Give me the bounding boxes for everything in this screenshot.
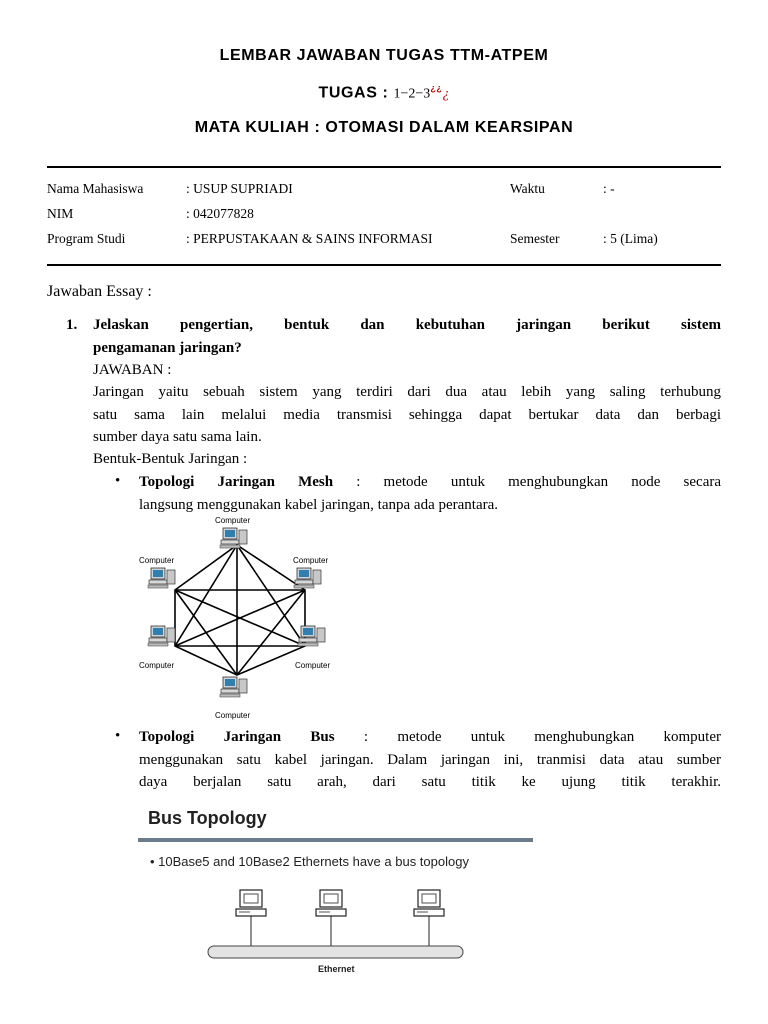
answer-line-3: sumber daya satu sama lain. <box>93 429 262 445</box>
computer-icon <box>220 528 247 548</box>
doc-title: LEMBAR JAWABAN TUGAS TTM-ATPEM <box>219 47 549 64</box>
student-name-value: : USUP SUPRIADI <box>186 181 293 196</box>
bus-line-3: daya berjalan satu arah, dari satu titik ke ujung titik terakhir. <box>139 774 721 790</box>
bus-title: Topologi Jaringan Bus <box>139 729 335 745</box>
mesh-desc-1: : metode untuk menghubungkan node secara <box>333 474 722 490</box>
ethernet-cable <box>208 946 463 958</box>
nim-value: : 042077828 <box>186 206 254 221</box>
network-forms-label: Bentuk-Bentuk Jaringan : <box>93 451 248 467</box>
bullet-mesh: • <box>115 473 121 489</box>
mesh-links <box>175 545 305 675</box>
course-title: MATA KULIAH : OTOMASI DALAM KEARSIPAN <box>194 119 574 136</box>
computer-label: Computer <box>215 516 251 525</box>
assignment-value: 1−2−3 <box>393 86 431 102</box>
top-divider <box>47 166 721 168</box>
bus-drops <box>251 916 429 946</box>
computer-label: Computer <box>295 661 331 670</box>
answer-line-1: Jaringan yaitu sebuah sistem yang terdiri dari dua atau lebih yang saling terhubung <box>93 384 721 400</box>
study-program-label: Program Studi <box>47 231 126 246</box>
student-name-label: Nama Mahasiswa <box>47 181 144 196</box>
computer-icon <box>148 626 175 646</box>
computer-icon <box>294 568 321 588</box>
computer-icon <box>298 626 325 646</box>
computer-label: Computer <box>293 556 329 565</box>
bus-topology-figure <box>138 800 538 980</box>
computer-icon <box>148 568 175 588</box>
assignment-label: TUGAS : <box>318 84 394 102</box>
bus-line-2: menggunakan satu kabel jaringan. Dalam jaringan ini, tranmisi data atau sumber <box>139 752 721 768</box>
mesh-topology-figure <box>125 510 350 725</box>
computer-label: Computer <box>215 711 251 720</box>
time-label: Waktu <box>510 181 545 196</box>
mesh-line-2: langsung menggunakan kabel jaringan, tanpa ada perantara. <box>139 497 499 513</box>
study-program-value: : PERPUSTAKAAN & SAINS INFORMASI <box>186 231 433 246</box>
ethernet-label: Ethernet <box>318 964 355 974</box>
computer-label: Computer <box>139 556 175 565</box>
time-value: : - <box>603 181 615 196</box>
semester-label: Semester <box>510 231 560 246</box>
computer-icon <box>316 890 346 916</box>
assignment-mark: ¿ <box>442 86 450 102</box>
assignment-line <box>0 83 768 102</box>
bus-figure-bullet: • 10Base5 and 10Base2 Ethernets have a bus topology <box>150 854 469 869</box>
answer-line-2: satu sama lain melalui media transmisi sehingga dapat bertukar data dan berbagi <box>93 407 721 423</box>
question-line-2: pengamanan jaringan? <box>93 340 242 356</box>
essay-heading: Jawaban Essay : <box>47 283 152 300</box>
question-line-1: Jelaskan pengertian, bentuk dan kebutuhan jaringan berikut sistem <box>93 317 721 333</box>
bullet-bus: • <box>115 728 121 744</box>
nim-label: NIM <box>47 206 74 221</box>
computer-icon <box>414 890 444 916</box>
bus-title-underline <box>138 838 533 842</box>
computer-label: Computer <box>139 661 175 670</box>
question-number: 1. <box>66 317 78 333</box>
bus-desc-1: : metode untuk menghubungkan komputer <box>334 729 722 745</box>
computer-icon <box>236 890 266 916</box>
bottom-divider <box>47 264 721 266</box>
mesh-line-1 <box>139 471 721 494</box>
bus-line-1 <box>139 726 721 749</box>
answer-label: JAWABAN : <box>93 362 172 378</box>
mesh-title: Topologi Jaringan Mesh <box>139 474 334 490</box>
computer-icon <box>220 677 247 697</box>
bus-figure-title: Bus Topology <box>148 808 267 828</box>
assignment-superscript: ¿¿ <box>430 83 443 93</box>
semester-value: : 5 (Lima) <box>603 231 658 246</box>
